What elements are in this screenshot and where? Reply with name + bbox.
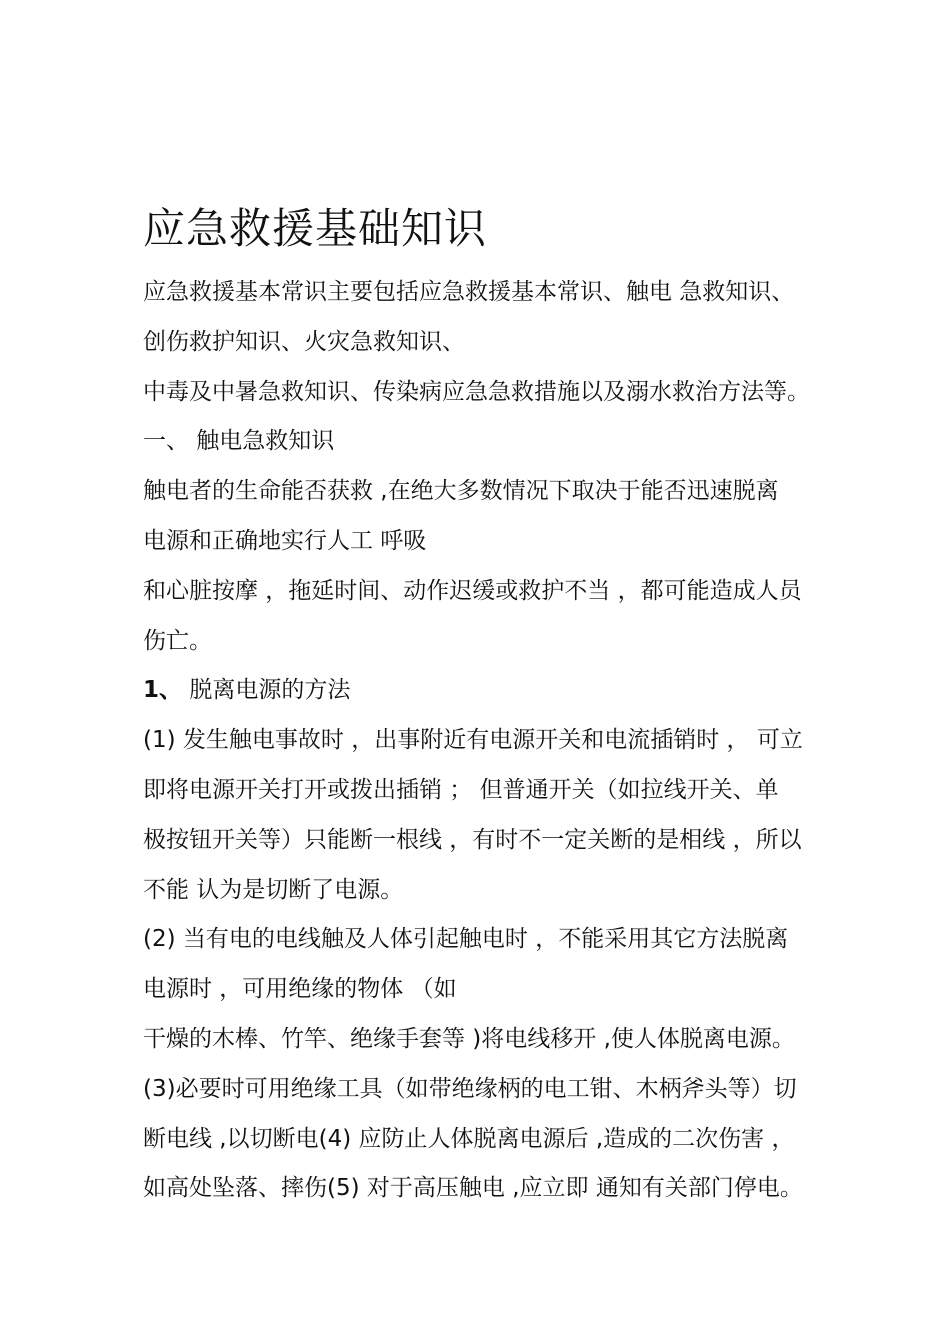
paragraph-line: 和心脏按摩 ，拖延时间、动作迟缓或救护不当 ，都可能造成人员 [143,577,802,604]
subsection-heading [143,666,843,716]
paragraph-line: 断电线 ,以切断电(4) 应防止人体脱离电源后 ,造成的二次伤害 ， [143,1125,795,1152]
paragraph-line: 伤亡。 [143,627,212,654]
paragraph-line: 电源和正确地实行人工 呼吸 [143,527,427,554]
paragraph-line: 极按钮开关等）只能断一根线 ，有时不一定关断的是相线 ，所以 [143,826,802,853]
paragraph-line: 即将电源开关打开或拨出插销 ； 但普通开关（如拉线开关、单 [143,776,779,803]
paragraph-line: (1) 发生触电事故时 ，出事附近有电源开关和电流插销时 ， 可立 [143,727,803,754]
subsection-title: 脱离电源的方法 [182,677,351,704]
paragraph-line: (3)必要时可用绝缘工具（如带绝缘柄的电工钳、木柄斧头等）切 [143,1075,797,1102]
paragraph-line: 中毒及中暑急救知识、传染病应急急救措施以及溺水救治方法等。 [143,378,810,405]
document-body [143,268,843,1214]
paragraph-line: 干燥的木棒、竹竿、绝缘手套等 )将电线移开 ,使人体脱离电源。 [143,1025,795,1052]
paragraph-line: (2) 当有电的电线触及人体引起触电时 ，不能采用其它方法脱离 [143,926,789,953]
paragraph-line: 应急救援基本常识主要包括应急救援基本常识、触电 急救知识、 [143,279,795,305]
paragraph-line: 如高处坠落、摔伤(5) 对于高压触电 ,应立即 通知有关部门停电。 [143,1175,803,1202]
paragraph-line: 电源时 ，可用绝缘的物体 （如 [143,976,457,1003]
section-heading: 一、 触电急救知识 [143,428,335,455]
paragraph-line: 创伤救护知识、火灾急救知识、 [143,328,465,355]
paragraph-line: 不能 认为是切断了电源。 [143,876,404,903]
subsection-number: 1、 [143,677,183,704]
document-title: 应急救援基础知识 [143,204,488,253]
paragraph-line: 触电者的生命能否获救 ,在绝大多数情况下取决于能否迅速脱离 [143,478,779,505]
